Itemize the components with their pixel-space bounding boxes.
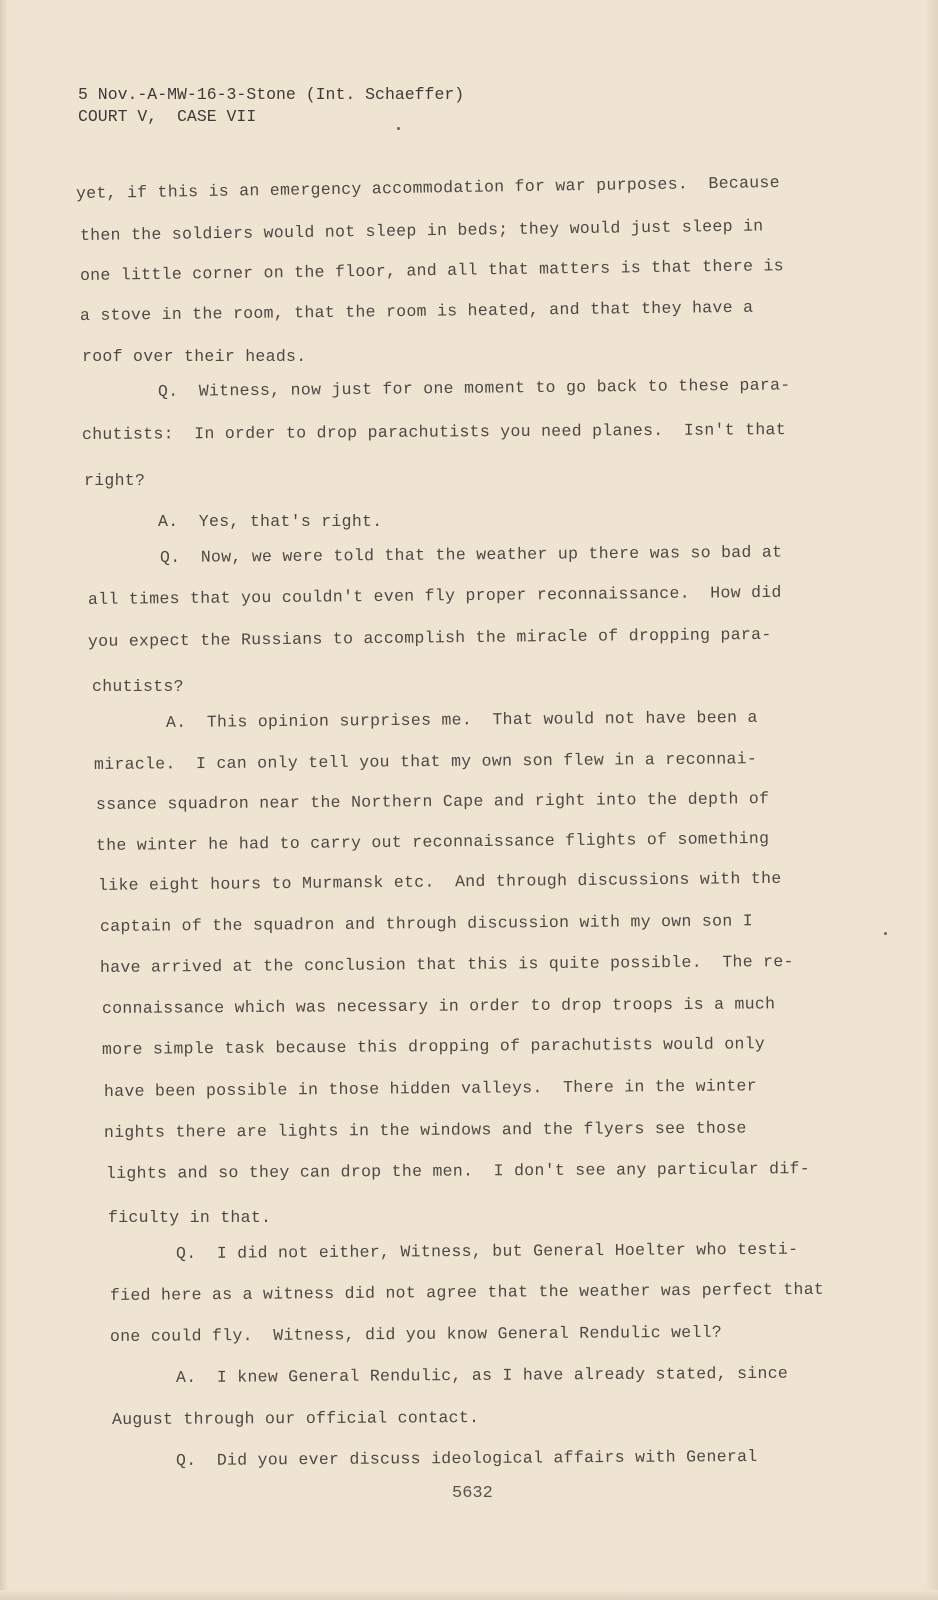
page-edge-bottom <box>0 1590 938 1600</box>
body-line-9: A. Yes, that's right. <box>158 512 383 531</box>
body-line-27: Q. I did not either, Witness, but General Hoelter who testi- <box>175 1239 799 1263</box>
body-line-24: nights there are lights in the windows and the flyers see those <box>103 1118 747 1142</box>
header-line-2: COURT V, CASE VII <box>78 107 257 126</box>
body-line-11: all times that you couldn't even fly proper reconnaissance. How did <box>87 582 782 609</box>
body-line-23: have been possible in those hidden valleys. There in the winter <box>103 1076 757 1101</box>
body-line-15: miracle. I can only tell you that my own son flew in a reconnai- <box>93 749 758 774</box>
page-edge-left <box>0 0 8 1600</box>
body-line-2: then the soldiers would not sleep in beds; they would just sleep in <box>79 216 764 245</box>
body-line-29: one could fly. Witness, did you know General Rendulic well? <box>109 1322 723 1346</box>
body-line-22: more simple task because this dropping of parachutists would only <box>101 1034 766 1059</box>
body-line-16: ssance squadron near the Northern Cape and right into the depth of <box>95 789 770 814</box>
body-line-21: connaissance which was necessary in order to drop troops is a much <box>101 994 776 1018</box>
body-line-26: ficulty in that. <box>108 1208 272 1227</box>
body-line-8: right? <box>84 471 146 490</box>
body-line-4: a stove in the room, that the room is heated, and that they have a <box>79 297 754 325</box>
body-line-14: A. This opinion surprises me. That would not have been a <box>165 707 758 732</box>
body-line-18: like eight hours to Murmansk etc. And through discussions with the <box>97 868 782 895</box>
body-line-31: August through our official contact. <box>111 1408 480 1429</box>
body-line-5: roof over their heads. <box>82 347 307 366</box>
ink-speck <box>884 932 887 935</box>
header-line-1: 5 Nov.-A-MW-16-3-Stone (Int. Schaeffer) <box>78 85 465 104</box>
body-line-19: captain of the squadron and through discussion with my own son I <box>99 911 753 936</box>
body-line-1: yet, if this is an emergency accommodation for war purposes. Because <box>75 172 780 203</box>
page-edge-right <box>924 0 938 1600</box>
page-number: 5632 <box>452 1484 493 1503</box>
body-line-25: lights and so they can drop the men. I don't see any particular dif- <box>105 1159 810 1183</box>
ink-speck <box>397 127 400 130</box>
body-line-7: chutists: In order to drop parachutists you need planes. Isn't that <box>81 420 786 444</box>
body-line-12: you expect the Russians to accomplish the miracle of dropping para- <box>87 624 772 651</box>
body-line-13: chutists? <box>92 677 184 696</box>
body-line-10: Q. Now, we were told that the weather up there was so bad at <box>159 542 783 567</box>
body-line-30: A. I knew General Rendulic, as I have already stated, since <box>175 1363 789 1387</box>
body-line-3: one little corner on the floor, and all that matters is that there is <box>79 256 784 285</box>
body-line-17: the winter he had to carry out reconnaissance flights of something <box>95 828 770 855</box>
document-header <box>78 84 464 128</box>
body-line-32: Q. Did you ever discuss ideological affairs with General <box>175 1446 758 1470</box>
body-line-6: Q. Witness, now just for one moment to go back to these para- <box>157 375 791 401</box>
body-line-20: have arrived at the conclusion that this is quite possible. The re- <box>99 951 794 977</box>
body-line-28: fied here as a witness did not agree that the weather was perfect that <box>109 1279 825 1305</box>
